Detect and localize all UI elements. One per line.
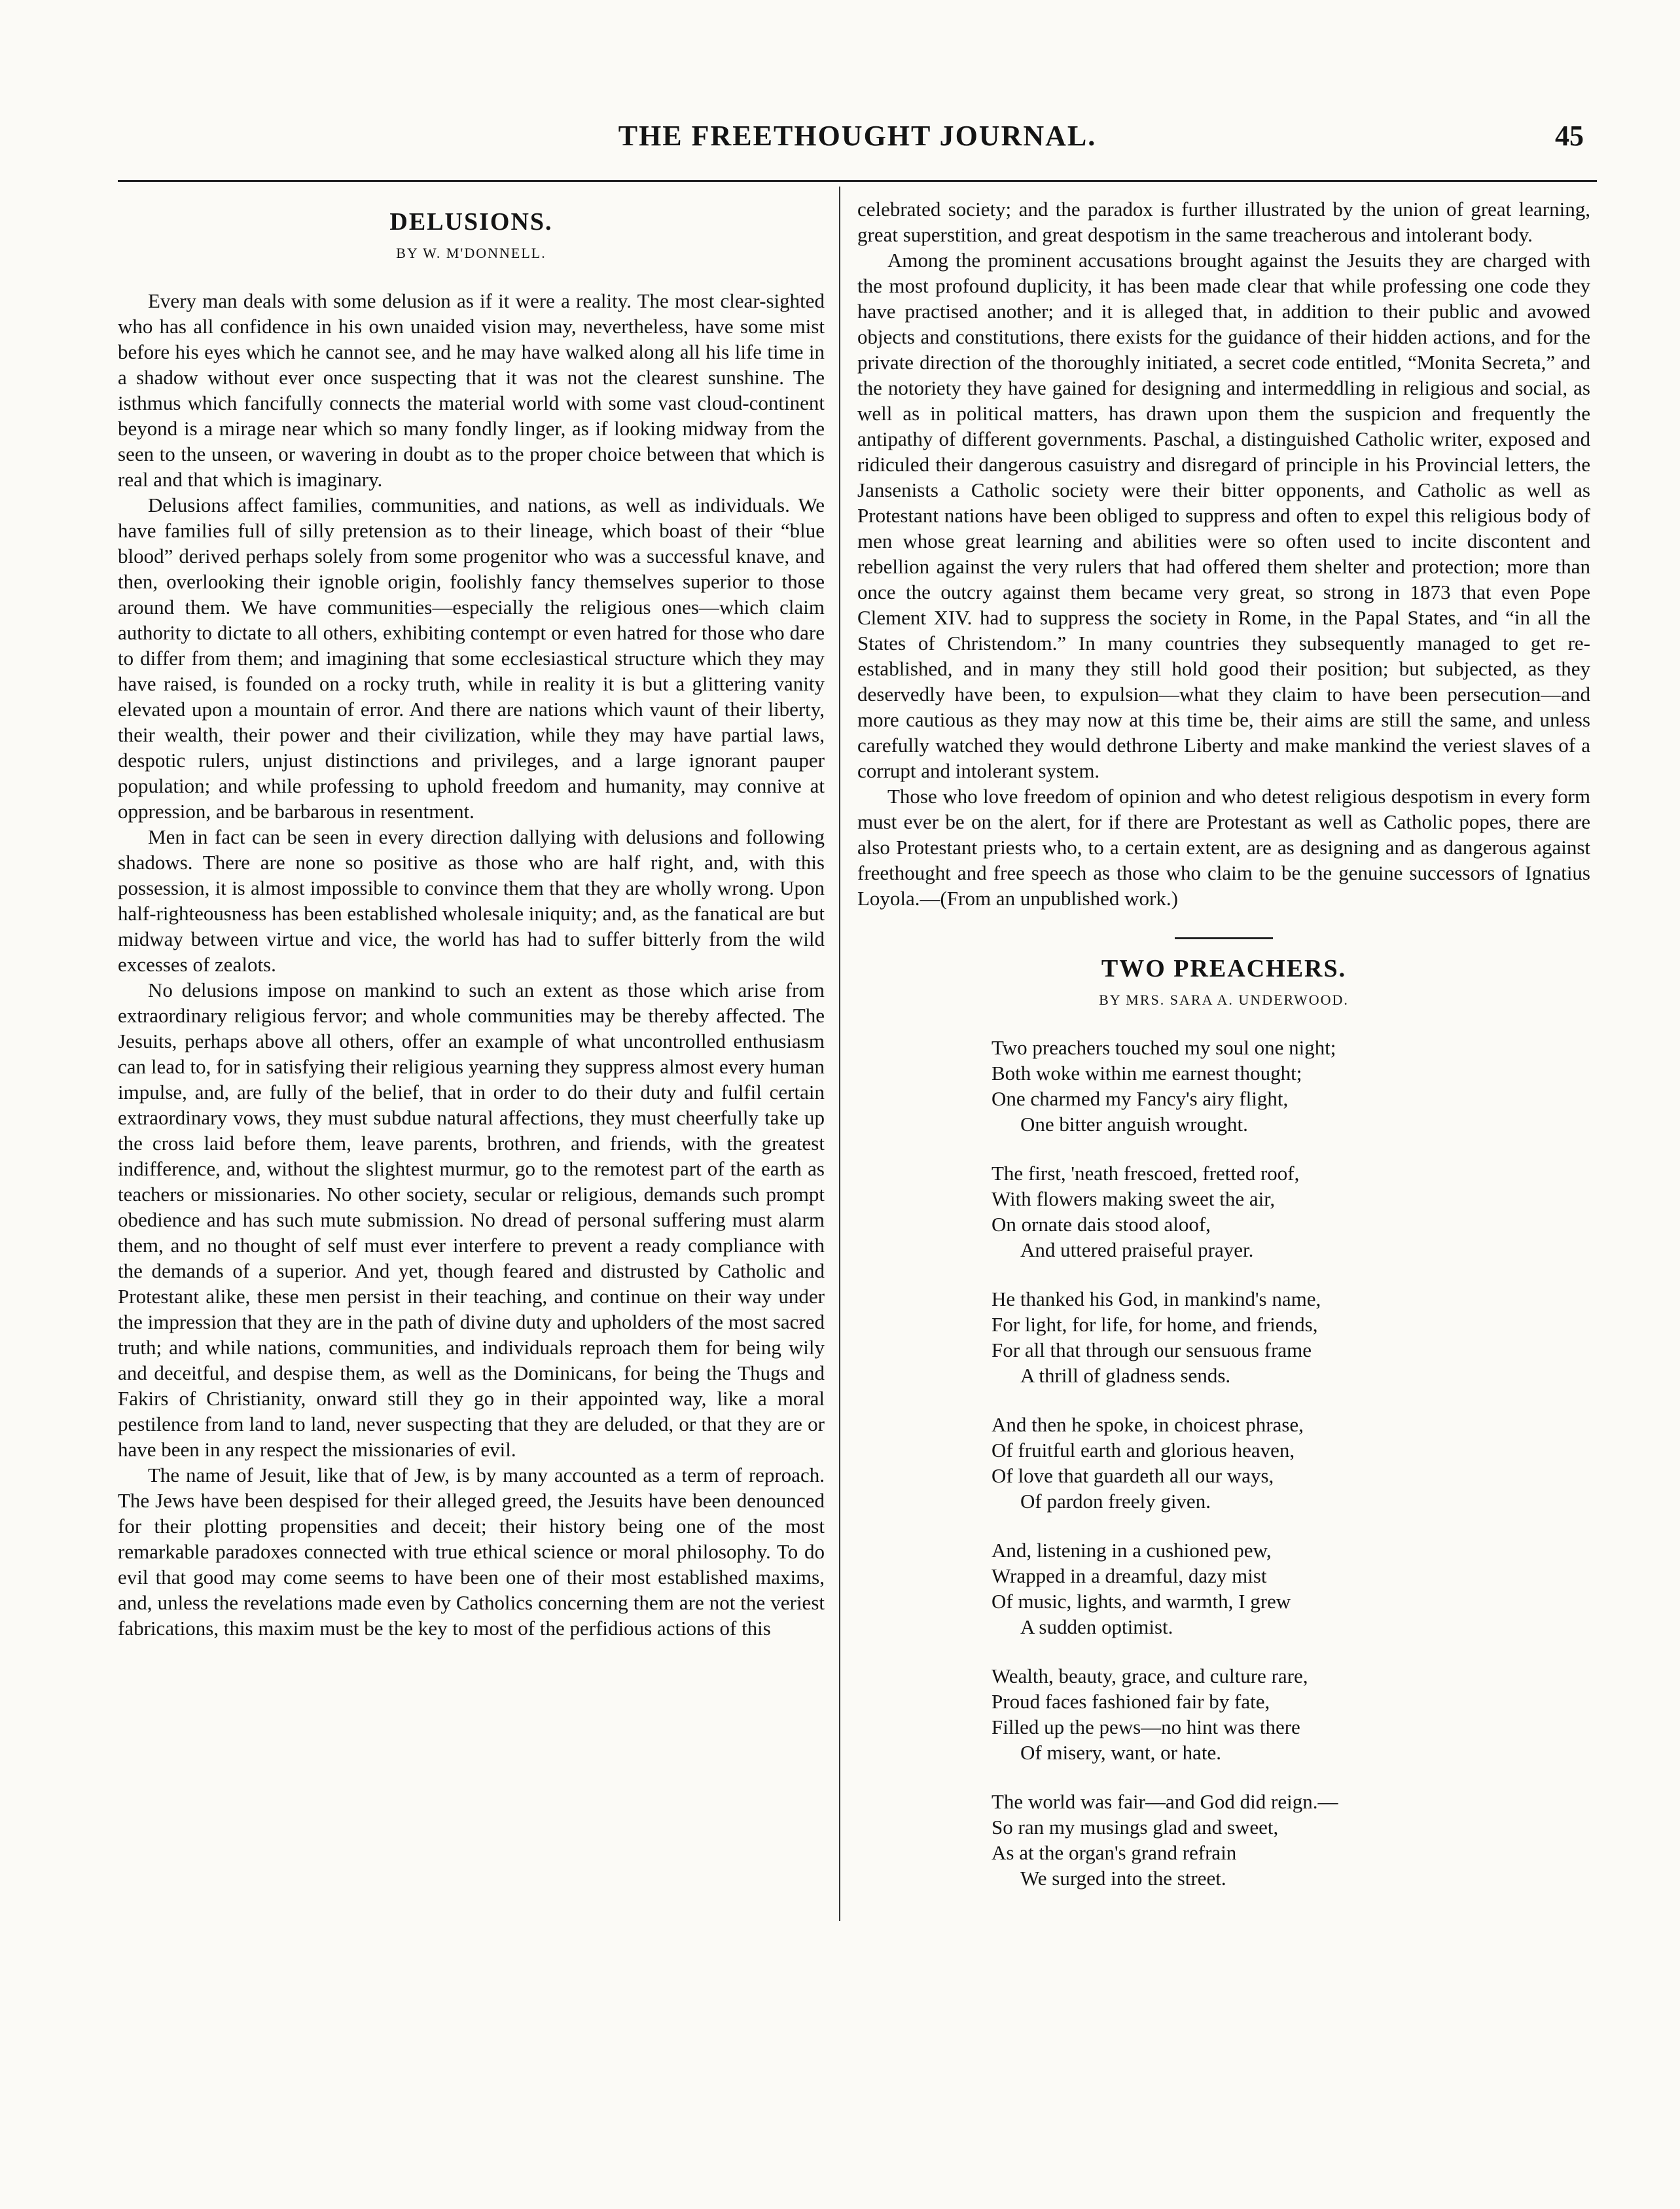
paragraph: Among the prominent accusations brought against the Jesuits they are charged with the most profound duplicity, it has been made clear that while professing one code they have practised another; and it is alleged that, in addition to their public and avowed objects and constitutions, there exists for the guidance of their hidden actions, and for the private direction of the thoroughly initiated, a secret code entitled, “Monita Secreta,” and the notoriety they have gained for designing and intermeddling in religious and social, as well as in political matters, has drawn upon them the suspicion and frequently the antipathy of different governments. Paschal, a distinguished Catholic writer, exposed and ridiculed their dangerous casuistry and disregard of principle in his Provincial letters, the Jansenists a Catholic society were their bitter opponents, and Catholic as well as Protestant nations have been obliged to suppress and often to expel this religious body of men whose great learning and abilities were so often used to incite discontent and rebellion against the very rulers that had offered them shelter and protection; more than once the outcry against them became very great, so strong in 1873 that even Pope Clement XIV. had to suppress the society in Rome, in the Papal States, and “in all the States of Christendom.” In many countries they subsequently managed to get re-established, and in many they still hold good their position; but subjected, as they deservedly have been, to expulsion—what they claim to have been persecution—and more cautious as they may now at this time be, their aims are still the same, and unless carefully watched they would dethrone Liberty and make mankind the veriest slaves of a corrupt and intolerant system.: [857, 249, 1590, 782]
poem-line: The first, 'neath frescoed, fretted roof,: [992, 1162, 1300, 1185]
paragraph: celebrated society; and the paradox is further illustrated by the union of great learning, great superstition, and great despotism in the same treacherous and intolerant body.: [857, 198, 1590, 246]
poem-line: For light, for life, for home, and friends,: [992, 1313, 1318, 1336]
poem-line: One charmed my Fancy's airy flight,: [992, 1087, 1289, 1110]
stanza: [992, 1412, 1590, 1514]
masthead: [118, 119, 1597, 165]
article-title-two-preachers: TWO PREACHERS.: [1101, 955, 1347, 982]
right-column: [857, 196, 1590, 1914]
stanza: [992, 1663, 1590, 1765]
poem-line: He thanked his God, in mankind's name,: [992, 1287, 1321, 1310]
poem-line: And then he spoke, in choicest phrase,: [992, 1413, 1304, 1436]
poem-line: A sudden optimist.: [1020, 1615, 1173, 1638]
poem-line: Two preachers touched my soul one night;: [992, 1036, 1336, 1059]
poem-line: A thrill of gladness sends.: [1020, 1364, 1231, 1387]
paragraph: Those who love freedom of opinion and who detest religious despotism in every form must ever be on the alert, for if there are Protestant as well as Catholic popes, there are also Protestant priests who, to a certain extent, are as designing and as dangerous against freethought and free speech as those who claim to be the genuine successors of Ignatius Loyola.—(From an unpublished work.): [857, 785, 1590, 910]
poem-line: The world was fair—and God did reign.—: [992, 1790, 1338, 1813]
poem-line: With flowers making sweet the air,: [992, 1187, 1276, 1210]
poem-line: Of love that guardeth all our ways,: [992, 1464, 1274, 1487]
left-column: [118, 196, 825, 1641]
paragraph: Every man deals with some delusion as if it were a reality. The most clear-sighted who has all confidence in his own unaided vision may, nevertheless, have some mist before his eyes which he cannot see, and he may have walked along all his life time in a shadow without ever once suspecting that it was not the clearest sunshine. The isthmus which fancifully connects the material world with some vast cloud-continent beyond is a mirage near which so many fondly linger, as if looking midway from the seen to the unseen, or wavering in doubt as to the proper choice between that which is real and that which is imaginary.: [118, 289, 825, 491]
poem-line: Of misery, want, or hate.: [1020, 1741, 1222, 1764]
article-title-delusions: DELUSIONS.: [389, 208, 553, 236]
poem-line: Filled up the pews—no hint was there: [992, 1715, 1300, 1738]
column-divider: [839, 187, 840, 1921]
poem-line: Both woke within me earnest thought;: [992, 1062, 1302, 1085]
poem-line: Wrapped in a dreamful, dazy mist: [992, 1564, 1267, 1587]
poem-line: On ornate dais stood aloof,: [992, 1213, 1211, 1236]
article-separator: [1175, 937, 1273, 939]
stanza: [992, 1035, 1590, 1137]
paragraph: The name of Jesuit, like that of Jew, is by many accounted as a term of reproach. The Jews have been despised for their alleged greed, the Jesuits have been denounced for their plotting propensities and deceit; their history being one of the most remarkable paradoxes connected with true ethical science or moral philosophy. To do evil that good may come seems to have been one of their most established maxims, and, unless the revelations made even by Catholics concerning them are not the veriest fabrications, this maxim must be the key to most of the perfidious actions of this: [118, 1464, 825, 1640]
stanza: [992, 1537, 1590, 1640]
article-byline-two-preachers: BY MRS. SARA A. UNDERWOOD.: [1099, 992, 1349, 1008]
poem-line: We surged into the street.: [1020, 1867, 1226, 1890]
stanza: [992, 1789, 1590, 1891]
poem-line: For all that through our sensuous frame: [992, 1338, 1312, 1361]
poem-line: So ran my musings glad and sweet,: [992, 1816, 1279, 1839]
paragraph: No delusions impose on mankind to such an extent as those which arise from extraordinary religious fervor; and whole communities may be thereby affected. The Jesuits, perhaps above all others, offer an example of what uncontrolled enthusiasm can lead to, for in satisfying their religious yearning they suppress almost every human impulse, and, are fully of the belief, that in order to do their duty and fulfil certain extraordinary vows, they must subdue natural affections, they must cheerfully take up the cross laid before them, leave parents, brothren, and friends, with the greatest indifference, and, without the slightest murmur, go to the remotest part of the earth as teachers or missionaries. No other society, secular or religious, demands such prompt obedience and has such mute submission. No dread of personal suffering must alarm them, and no thought of self must ever interfere to prevent a ready compliance with the demands of a superior. And yet, though feared and distrusted by Catholic and Protestant alike, these men persist in their teaching, and continue on their way under the impression that they are in the path of divine duty and upholders of the most sacred truth; and while nations, communities, and individuals reproach them for being wily and deceitful, and despise them, as well as the Dominicans, for being the Thugs and Fakirs of Christianity, onward still they go in their appointed way, like a moral pestilence from land to land, never suspecting that they are deluded, or that they are or have been in any respect the missionaries of evil.: [118, 979, 825, 1461]
stanza: [992, 1160, 1590, 1263]
header-rule: [118, 180, 1597, 182]
poem-line: And uttered praiseful prayer.: [1020, 1238, 1254, 1261]
poem-line: Of fruitful earth and glorious heaven,: [992, 1439, 1295, 1462]
page-number: 45: [1555, 120, 1584, 152]
poem-line: Of music, lights, and warmth, I grew: [992, 1590, 1291, 1613]
poem-line: Wealth, beauty, grace, and culture rare,: [992, 1664, 1308, 1687]
article-byline-delusions: BY W. M'DONNELL.: [396, 245, 546, 261]
journal-title: THE FREETHOUGHT JOURNAL.: [618, 120, 1097, 152]
paragraph: Men in fact can be seen in every direction dallying with delusions and following shadows. There are none so positive as those who are half right, and, with this possession, it is almost impossible to convince them that they are wholly wrong. Upon half-righteousness has been established wholesale iniquity; and, as the fanatical are but midway between virtue and vice, the world has had to suffer bitterly from the wild excesses of zealots.: [118, 825, 825, 976]
poem-line: As at the organ's grand refrain: [992, 1841, 1237, 1864]
poem-line: And, listening in a cushioned pew,: [992, 1539, 1272, 1562]
paragraph: Delusions affect families, communities, and nations, as well as individuals. We have families full of silly pretension as to their lineage, which boast of their “blue blood” derived perhaps solely from some progenitor who was a successful knave, and then, overlooking their ignoble origin, foolishly fancy themselves superior to those around them. We have communities—especially the religious ones—which claim authority to dictate to all others, exhibiting contempt or even hatred for those who dare to differ from them; and imagining that some ecclesiastical structure which they may have raised, is founded on a rocky truth, while in reality it is but a glittering vanity elevated upon a mountain of error. And there are nations which vaunt of their liberty, their wealth, their power and their civilization, while they may have partial laws, despotic rulers, unjust distinctions and privileges, and a large ignorant pauper population; and while professing to uphold freedom and humanity, may connive at oppression, and be barbarous in resentment.: [118, 494, 825, 823]
poem-line: One bitter anguish wrought.: [1020, 1113, 1248, 1136]
stanza: [992, 1286, 1590, 1388]
poem-line: Proud faces fashioned fair by fate,: [992, 1690, 1270, 1713]
poem-line: Of pardon freely given.: [1020, 1490, 1211, 1513]
poem: [992, 1035, 1590, 1891]
